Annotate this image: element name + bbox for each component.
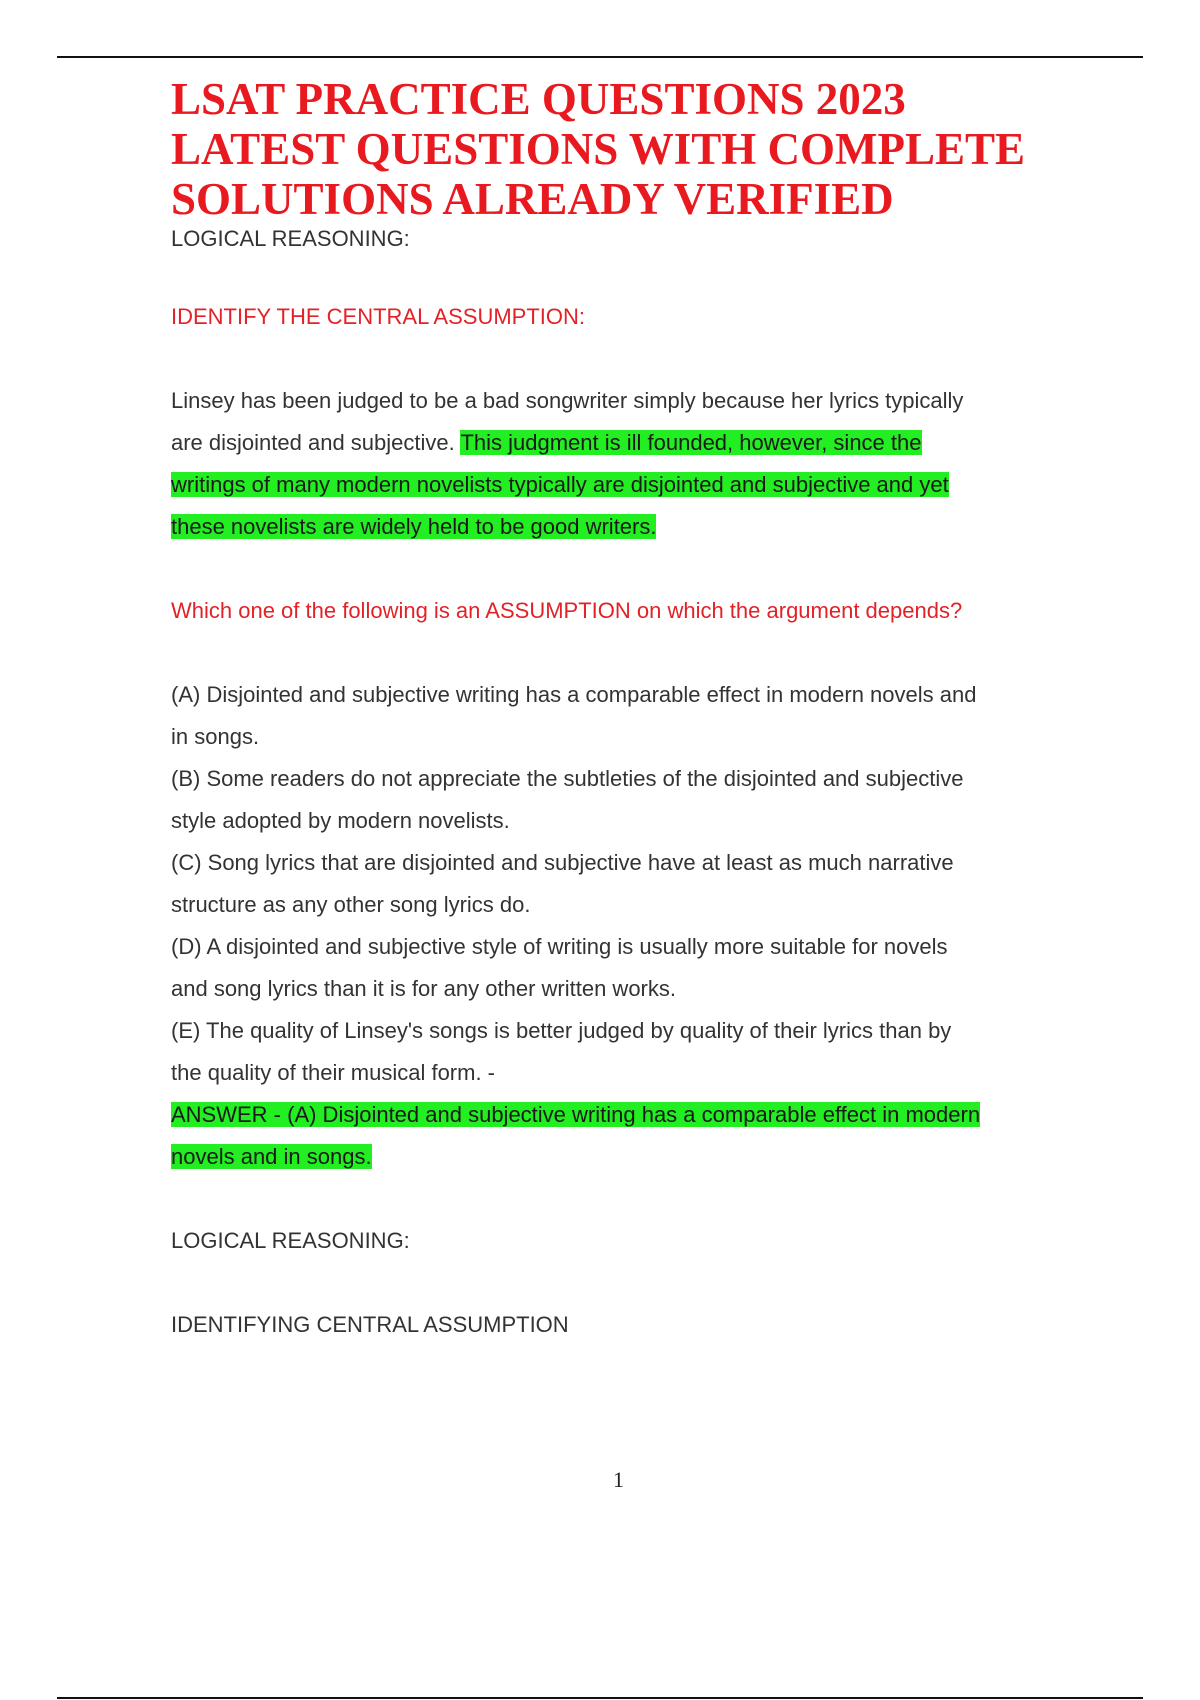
document-title [171,74,1071,224]
option-c-line-1: (C) Song lyrics that are disjointed and subjective have at least as much narrative [171,850,954,875]
answer-options [171,674,1071,1094]
passage-highlight-1: This judgment is ill founded, however, since the [460,430,922,455]
section-label-2: LOGICAL REASONING: [171,1228,410,1253]
section-heading-2: IDENTIFYING CENTRAL ASSUMPTION [171,1312,569,1337]
passage-line-4 [171,506,1071,548]
section-label: LOGICAL REASONING: [171,226,410,251]
section-heading: IDENTIFY THE CENTRAL ASSUMPTION: [171,304,585,329]
title-line-3: SOLUTIONS ALREADY VERIFIED [171,174,894,224]
answer-highlight-1: ANSWER - (A) Disjointed and subjective writing has a comparable effect in modern [171,1102,981,1127]
passage [171,380,1071,548]
page-number: 1 [613,1467,624,1492]
option-b-line-2: style adopted by modern novelists. [171,808,510,833]
answer-highlight-2: novels and in songs. [171,1144,372,1169]
bottom-rule [57,1697,1143,1699]
title-line-2: LATEST QUESTIONS WITH COMPLETE [171,124,1026,174]
answer-line-2 [171,1136,1071,1178]
option-c-line-2: structure as any other song lyrics do. [171,892,531,917]
passage-highlight-3: these novelists are widely held to be good writers. [171,514,657,539]
passage-line-2-plain: are disjointed and subjective. [171,430,461,455]
passage-highlight-2: writings of many modern novelists typically are disjointed and subjective and yet [171,472,949,497]
passage-line-3 [171,464,1071,506]
passage-line-2 [171,422,1071,464]
option-e-line-2: the quality of their musical form. - [171,1060,496,1085]
answer-block [171,1094,1071,1178]
option-b-line-1: (B) Some readers do not appreciate the subtleties of the disjointed and subjective [171,766,964,791]
option-e-line-1: (E) The quality of Linsey's songs is better judged by quality of their lyrics than by [171,1018,952,1043]
question-prompt: Which one of the following is an ASSUMPTION on which the argument depends? [171,598,963,623]
passage-line-1: Linsey has been judged to be a bad songwriter simply because her lyrics typically [171,388,964,413]
option-d-line-1: (D) A disjointed and subjective style of writing is usually more suitable for novels [171,934,948,959]
option-a-line-2: in songs. [171,724,260,749]
document-body [171,74,1071,1346]
answer-line-1 [171,1094,1071,1136]
top-rule [57,56,1143,58]
title-line-1: LSAT PRACTICE QUESTIONS 2023 [171,74,906,124]
option-a-line-1: (A) Disjointed and subjective writing has a comparable effect in modern novels and [171,682,977,707]
option-d-line-2: and song lyrics than it is for any other written works. [171,976,676,1001]
